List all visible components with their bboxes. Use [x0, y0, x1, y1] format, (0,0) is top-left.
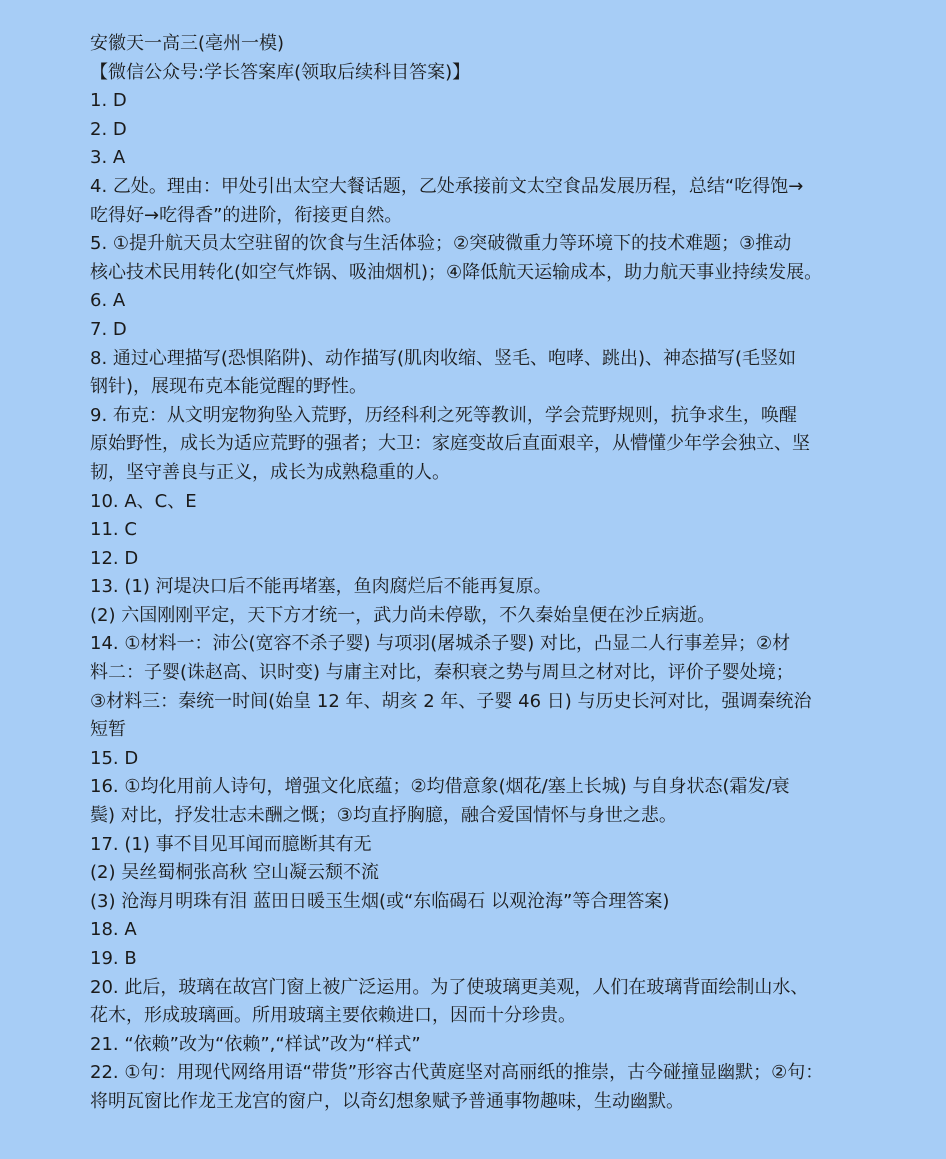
answer-line: 20. 此后，玻璃在故宫门窗上被广泛运用。为了使玻璃更美观，人们在玻璃背面绘制山水、	[90, 976, 809, 998]
answer-line: 核心技术民用转化(如空气炸锅、吸油烟机)；④降低航天运输成本，助力航天事业持续发展。	[90, 261, 823, 283]
answer-line: 9. 布克：从文明宠物狗坠入荒野，历经科利之死等教训，学会荒野规则，抗争求生，唤醒	[90, 404, 797, 426]
answer-line: 钢针)，展现布克本能觉醒的野性。	[90, 376, 368, 398]
answer-line: (2) 吴丝蜀桐张高秋 空山凝云颓不流	[90, 862, 379, 884]
answer-line: 21. “依赖”改为“依赖”,“样试”改为“样式”	[90, 1033, 421, 1055]
answer-text-block	[90, 30, 860, 1117]
answer-line: (2) 六国刚刚平定，天下方才统一，武力尚未停歇，不久秦始皇便在沙丘病逝。	[90, 604, 716, 626]
answer-line: 4. 乙处。理由：甲处引出太空大餐话题，乙处承接前文太空食品发展历程，总结“吃得饱→	[90, 175, 804, 197]
answer-line: 2. D	[90, 118, 127, 140]
answer-line: 3. A	[90, 147, 126, 169]
doc-subtitle: 【微信公众号:学长答案库(领取后续科目答案)】	[90, 61, 471, 83]
answer-line: 18. A	[90, 919, 137, 941]
answer-line: 8. 通过心理描写(恐惧陷阱)、动作描写(肌肉收缩、竖毛、咆哮、跳出)、神态描写(毛竖如	[90, 347, 797, 369]
answer-line: 原始野性，成长为适应荒野的强者；大卫：家庭变故后直面艰辛，从懵懂少年学会独立、坚	[90, 433, 810, 455]
doc-title: 安徽天一高三(亳州一模)	[90, 33, 285, 54]
answer-line: 13. (1) 河堤决口后不能再堵塞，鱼肉腐烂后不能再复原。	[90, 576, 552, 598]
answer-line: 14. ①材料一：沛公(宽容不杀子婴) 与项羽(屠城杀子婴) 对比，凸显二人行事差异；②材	[90, 633, 791, 655]
answer-line: 15. D	[90, 747, 139, 769]
answer-line: 料二：子婴(诛赵高、识时变) 与庸主对比，秦积衰之势与周旦之材对比，评价子婴处境；	[90, 662, 794, 684]
answer-line: 10. A、C、E	[90, 490, 197, 512]
answer-line: 短暂	[90, 719, 126, 741]
answer-line: 吃得好→吃得香”的进阶，衔接更自然。	[90, 204, 403, 226]
answer-line: 6. A	[90, 290, 126, 312]
answer-line: ③材料三：秦统一时间(始皇 12 年、胡亥 2 年、子婴 46 日) 与历史长河对比，强调秦统治	[90, 690, 812, 712]
answer-line: 17. (1) 事不目见耳闻而臆断其有无	[90, 833, 372, 855]
answer-line: 将明瓦窗比作龙王龙宫的窗户，以奇幻想象赋予普通事物趣味，生动幽默。	[90, 1090, 684, 1112]
answer-line: 5. ①提升航天员太空驻留的饮食与生活体验；②突破微重力等环境下的技术难题；③推动	[90, 233, 792, 255]
answer-line: 韧，坚守善良与正义，成长为成熟稳重的人。	[90, 461, 450, 483]
answer-line: 11. C	[90, 519, 137, 541]
answer-line: 22. ①句：用现代网络用语“带货”形容古代黄庭坚对高丽纸的推崇，古今碰撞显幽默；②句：	[90, 1062, 824, 1084]
answer-line: 鬓) 对比，抒发壮志未酬之慨；③均直抒胸臆，融合爱国情怀与身世之悲。	[90, 805, 677, 827]
answer-line: (3) 沧海月明珠有泪 蓝田日暖玉生烟(或“东临碣石 以观沧海”等合理答案)	[90, 890, 670, 912]
answer-line: 19. B	[90, 948, 137, 969]
answer-line: 7. D	[90, 318, 127, 340]
answer-line: 12. D	[90, 547, 139, 569]
answer-line: 16. ①均化用前人诗句，增强文化底蕴；②均借意象(烟花/塞上长城) 与自身状态(霜发/衰	[90, 776, 790, 798]
answer-line: 花木，形成玻璃画。所用玻璃主要依赖进口，因而十分珍贵。	[90, 1005, 576, 1027]
answer-line: 1. D	[90, 90, 127, 112]
